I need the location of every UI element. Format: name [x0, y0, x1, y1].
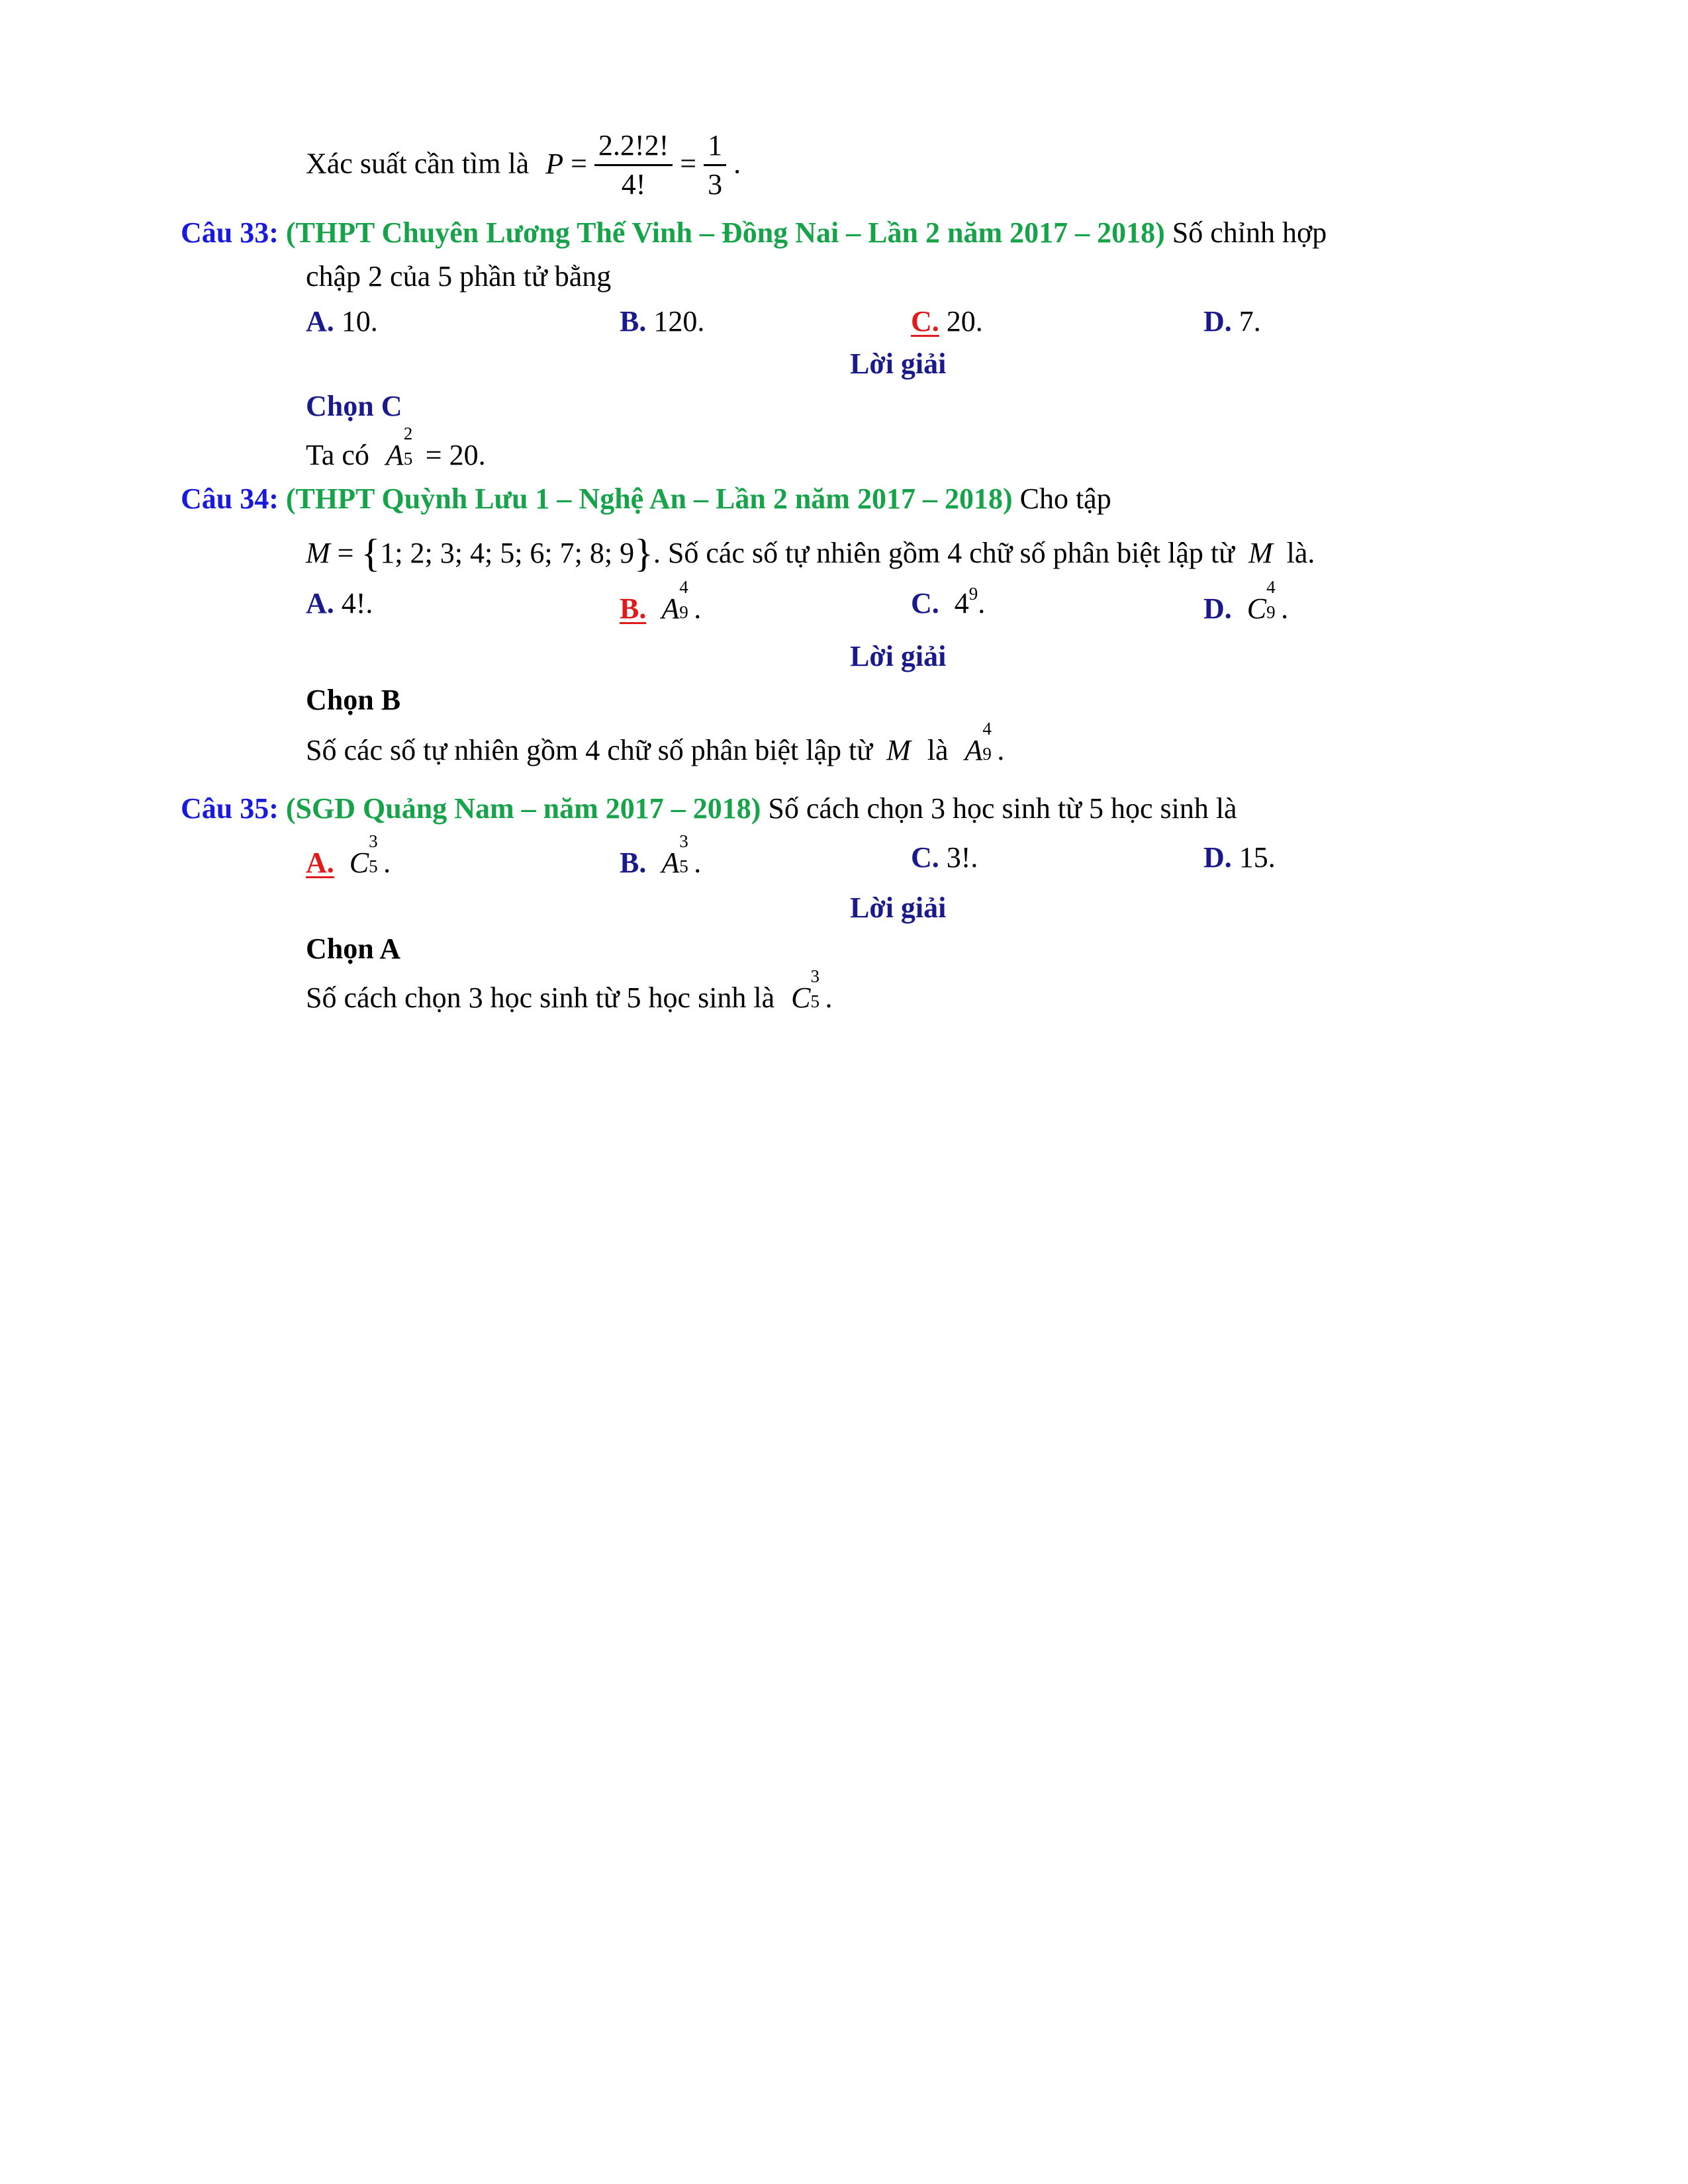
option-value: 4!.: [341, 587, 373, 619]
q33-text-a: Số chỉnh hợp: [1172, 216, 1327, 249]
q34-explain-pre: Số các số tự nhiên gồm 4 chữ số phân biệt lập từ: [306, 734, 873, 766]
q33-explain-pre: Ta có: [306, 439, 369, 471]
q34-explain-la: là: [927, 734, 949, 766]
intro-line: [306, 129, 741, 201]
option-label: B.: [620, 846, 647, 879]
q33-chosen: Chọn C: [306, 390, 402, 422]
option-label: D.: [1203, 305, 1232, 338]
fraction-2: [704, 131, 726, 199]
q33-solution-title: Lời giải: [850, 347, 947, 380]
q34-option-c[interactable]: [911, 584, 986, 619]
option-label-correct: C.: [911, 305, 939, 338]
q34-set-close: }: [634, 531, 653, 575]
q35-explain-end: .: [825, 981, 833, 1014]
q34-text-a: Cho tập: [1019, 482, 1111, 515]
fraction-1-den: 4!: [621, 168, 646, 201]
q33-explain-post: = 20.: [425, 439, 486, 471]
option-sym: A: [661, 846, 680, 879]
fraction-2-num: 1: [704, 131, 726, 166]
q35-explain-sym: C: [791, 981, 811, 1014]
option-value: 20.: [946, 305, 983, 338]
q34-label: Câu 34:: [181, 482, 279, 515]
q33-line-1: [181, 218, 1327, 248]
option-label: A.: [306, 587, 334, 619]
option-label: D.: [1203, 841, 1232, 874]
q35-option-a[interactable]: [306, 831, 391, 879]
q33-explain-index: 2 5: [403, 424, 413, 469]
option-index: 3 5: [369, 831, 378, 876]
fraction-1: [594, 131, 673, 199]
q33-option-a[interactable]: [306, 307, 378, 336]
q34-explain-end: .: [997, 734, 1005, 766]
option-sym: A: [661, 592, 680, 625]
q34-line-1: [181, 484, 1111, 514]
q34-option-b[interactable]: [620, 577, 702, 625]
q33-explain: [306, 424, 486, 471]
option-value: 15.: [1239, 841, 1276, 874]
option-base: 4: [954, 587, 969, 619]
q35-chosen: Chọn A: [306, 933, 401, 965]
q35-option-d[interactable]: [1203, 843, 1276, 872]
option-value: 3!.: [946, 841, 978, 874]
option-sup: 9: [968, 584, 978, 604]
option-tail: .: [383, 846, 391, 879]
q33-text-b: chập 2 của 5 phần tử bằng: [306, 260, 612, 293]
intro-text: Xác suất cần tìm là: [306, 147, 530, 180]
q35-solution-title: Lời giải: [850, 891, 947, 924]
q34-text-b-end: là.: [1286, 537, 1315, 569]
option-label: B.: [620, 305, 647, 338]
q34-line-2: [306, 529, 1315, 575]
option-tail: .: [978, 587, 986, 619]
option-label-correct: A.: [306, 846, 334, 879]
option-value: 120.: [653, 305, 705, 338]
q35-option-c[interactable]: [911, 843, 978, 872]
q33-option-b[interactable]: [620, 307, 704, 336]
q33-option-d[interactable]: [1203, 307, 1261, 336]
q33-option-c[interactable]: [911, 307, 983, 336]
option-sym: C: [1246, 592, 1267, 625]
q34-source: (THPT Quỳnh Lưu 1 – Nghệ An – Lần 2 năm 2017 – 2018): [285, 482, 1013, 515]
q34-text-b: . Số các số tự nhiên gồm 4 chữ số phân biệt lập từ: [653, 537, 1235, 569]
q34-option-d[interactable]: [1203, 577, 1289, 625]
option-tail: .: [694, 592, 702, 625]
fraction-1-num: 2.2!2!: [594, 131, 673, 166]
option-label-correct: B.: [620, 592, 647, 625]
q34-set-eq: =: [337, 537, 354, 569]
option-label: D.: [1203, 592, 1232, 625]
q34-set-body: 1; 2; 3; 4; 5; 6; 7; 8; 9: [380, 537, 635, 569]
option-index: 4 9: [1266, 577, 1276, 622]
q34-option-a[interactable]: [306, 589, 373, 618]
option-index: 3 5: [679, 831, 688, 876]
q34-set-name: M: [306, 537, 330, 569]
q33-line-2: [306, 262, 611, 291]
q35-option-b[interactable]: [620, 831, 702, 879]
q35-explain-index: 3 5: [810, 966, 820, 1011]
intro-p: P: [545, 147, 564, 180]
q34-explain-m: M: [886, 734, 911, 766]
q33-explain-sym: A: [385, 439, 404, 471]
q33-source: (THPT Chuyên Lương Thế Vinh – Đồng Nai – Lần 2 năm 2017 – 2018): [285, 216, 1165, 249]
q35-line-1: [181, 794, 1237, 823]
intro-end: .: [733, 147, 741, 180]
q35-explain-pre: Số cách chọn 3 học sinh từ 5 học sinh là: [306, 981, 775, 1014]
q34-explain: [306, 719, 1005, 766]
option-tail: .: [694, 846, 702, 879]
q35-explain: [306, 966, 833, 1014]
option-value: 10.: [341, 305, 378, 338]
q35-source: (SGD Quảng Nam – năm 2017 – 2018): [285, 792, 761, 825]
q35-label: Câu 35:: [181, 792, 279, 825]
q34-chosen: Chọn B: [306, 684, 401, 716]
q34-explain-sym: A: [964, 734, 983, 766]
intro-eq2: =: [680, 147, 697, 180]
option-value: 7.: [1239, 305, 1261, 338]
option-label: C.: [911, 587, 939, 619]
option-sym: C: [349, 846, 369, 879]
q34-text-b-m: M: [1248, 537, 1273, 569]
option-index: 4 9: [679, 577, 688, 622]
q34-set-open: {: [361, 531, 381, 575]
q35-text: Số cách chọn 3 học sinh từ 5 học sinh là: [768, 792, 1237, 825]
option-tail: .: [1281, 592, 1289, 625]
intro-eq1: =: [571, 147, 587, 180]
option-label: C.: [911, 841, 939, 874]
option-label: A.: [306, 305, 334, 338]
q33-label: Câu 33:: [181, 216, 279, 249]
fraction-2-den: 3: [708, 168, 723, 201]
q34-explain-index: 4 9: [982, 719, 992, 764]
q34-solution-title: Lời giải: [850, 640, 947, 672]
